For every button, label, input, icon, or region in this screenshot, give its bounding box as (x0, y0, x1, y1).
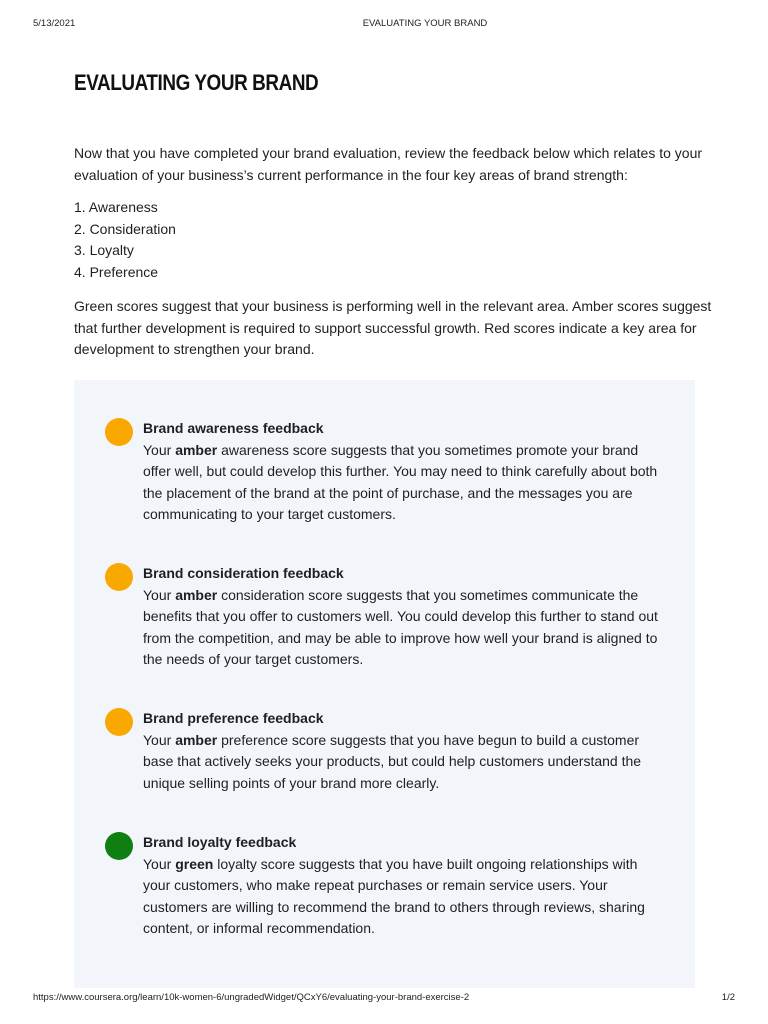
score-word: amber (175, 731, 218, 748)
page-number: 1/2 (721, 992, 735, 1003)
intro-paragraph: Now that you have completed your brand evaluation, review the feedback below which relates to your evaluation of your business’s current performance in the four key areas of brand strength: (74, 145, 703, 183)
feedback-title: Brand awareness feedback (143, 420, 324, 436)
green-status-dot-icon (105, 832, 133, 860)
score-explanation: Green scores suggest that your business is performing well in the relevant area. Amber scores suggest that further development is required to support successful growth. Red scores indicate a key area for development to strengthen your brand. (74, 298, 712, 357)
feedback-text: awareness score suggests that you sometimes promote your brand offer well, but could develop this further. You may need to think carefully about both the placement of the brand at the point of purchase, and the messages you are communicating to your target customers. (143, 441, 658, 522)
page-title: EVALUATING YOUR BRAND (74, 70, 319, 95)
feedback-body (143, 418, 663, 526)
feedback-text: consideration score suggests that you sometimes communicate the benefits that you offer to customers well. You could develop this further to stand out from the competition, and may be able to improve how well your brand is aligned to the needs of your target customers. (143, 586, 658, 667)
amber-status-dot-icon (105, 418, 133, 446)
amber-status-dot-icon (105, 563, 133, 591)
feedback-text: preference score suggests that you have begun to build a customer base that actively seeks your products, but could help customers understand the unique selling points of your brand more clearly. (143, 731, 642, 791)
list-item: 4. Preference (74, 263, 159, 280)
list-item: 1. Awareness (74, 199, 158, 215)
print-page-title: EVALUATING YOUR BRAND (362, 18, 488, 29)
page-url: https://www.coursera.org/learn/10k-women-6/ungradedWidget/QCxY6/evaluating-your-brand-exercise-2 (33, 992, 470, 1003)
key-areas-list (74, 197, 176, 283)
feedback-title: Brand preference feedback (143, 710, 324, 726)
feedback-title: Brand loyalty feedback (143, 834, 297, 850)
feedback-body (143, 563, 663, 671)
feedback-text: loyalty score suggests that you have built ongoing relationships with your customers, who make repeat purchases or remain service users. Your customers are willing to recommend the brand to others through reviews, sharing content, or informal recommendation. (143, 855, 645, 936)
score-word: green (175, 855, 214, 872)
print-date: 5/13/2021 (33, 18, 76, 29)
feedback-prefix: Your (143, 586, 172, 603)
feedback-prefix: Your (143, 441, 172, 458)
feedback-prefix: Your (143, 731, 172, 748)
feedback-body (143, 832, 663, 940)
score-word: amber (175, 441, 218, 458)
feedback-body (143, 708, 663, 794)
feedback-title: Brand consideration feedback (143, 565, 344, 581)
list-item: 2. Consideration (74, 220, 176, 237)
score-word: amber (175, 586, 218, 603)
amber-status-dot-icon (105, 708, 133, 736)
list-item: 3. Loyalty (74, 242, 134, 258)
feedback-panel (74, 380, 695, 988)
feedback-prefix: Your (143, 855, 172, 872)
